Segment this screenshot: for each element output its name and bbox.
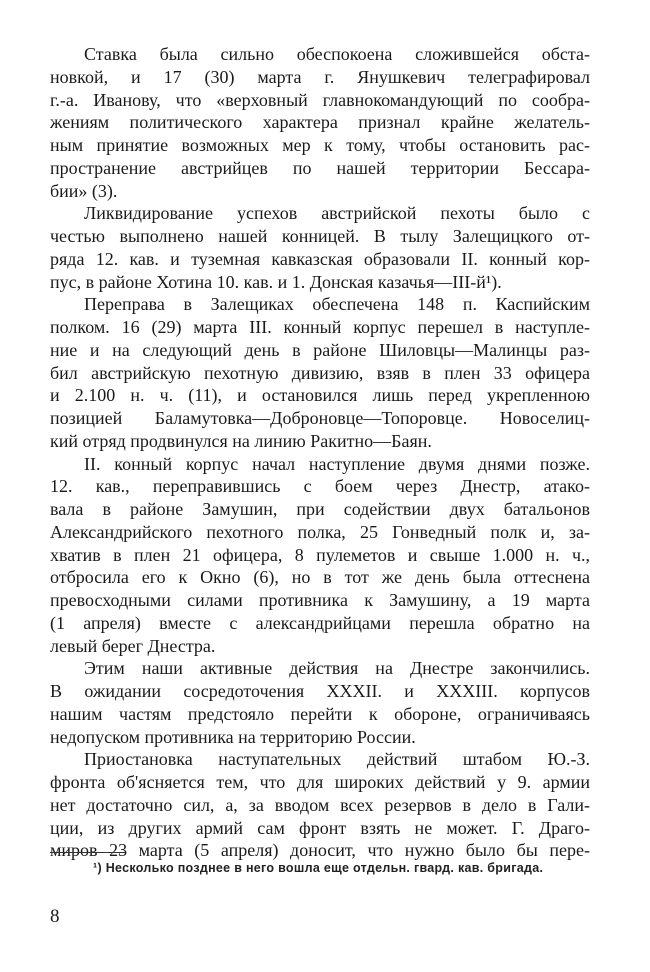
footnote-divider: [50, 852, 126, 853]
paragraph: [50, 202, 590, 293]
text-line: Этим наши активные действия на Днестре закончились.: [84, 658, 590, 679]
text-line: кий отряд продвинулся на линию Ракитно—Баян.: [50, 430, 432, 451]
text-line: вала в районе Замушин, при содействии двух батальонов: [50, 499, 590, 519]
text-line: недопуском противника на территорию России.: [50, 726, 416, 747]
paragraph: [50, 657, 590, 748]
paragraph: [50, 43, 590, 202]
text-line: хватив в плен 21 офицера, 8 пулеметов и свыше 1.000 н. ч.,: [50, 544, 590, 565]
text-line: фронта об'ясняется тем, что для широких действий у 9. армии: [50, 772, 590, 792]
text-line: полком. 16 (29) марта III. конный корпус перешел в наступле-: [50, 317, 590, 337]
text-line: ции, из других армий сам фронт взять не может. Г. Драго-: [50, 817, 590, 838]
body-text: [50, 43, 590, 862]
text-line: ряда 12. кав. и туземная кавказская образовали II. конный кор-: [50, 248, 590, 269]
footnote: ¹) Несколько позднее в него вошла еще отдельн. гвард. кав. бригада.: [93, 861, 544, 875]
text-line: Переправа в Залещиках обеспечена 148 п. Каспийским: [84, 294, 590, 315]
paragraph: [50, 748, 590, 862]
text-line: Александрийского пехотного полка, 25 Гонведный полк и, за-: [50, 521, 590, 542]
text-line: новкой, и 17 (30) марта г. Янушкевич телеграфировал: [50, 66, 590, 87]
text-line: нет достаточно сил, а, за вводом всех резервов в дело в Гали-: [50, 794, 590, 815]
paragraph: [50, 453, 590, 658]
paragraph: [50, 293, 590, 452]
text-line: пространение австрийцев по нашей территории Бессара-: [50, 157, 590, 178]
text-line: Ликвидирование успехов австрийской пехоты было с: [84, 203, 590, 224]
text-line: г.-а. Иванову, что «верховный главнокомандующий по сообра-: [50, 89, 590, 110]
text-line: отбросила его к Окно (6), но в тот же день была оттеснена: [50, 567, 590, 588]
text-line: позицией Баламутовка—Доброновце—Топоровце. Новоселиц-: [50, 408, 590, 428]
text-line: (1 апреля) вместе с александрийцами перешла обратно на: [50, 612, 590, 633]
text-line: левый берег Днестра.: [50, 635, 216, 656]
text-line: нашим частям предстояло перейти к обороне, ограничиваясь: [50, 703, 590, 724]
text-line: Приостановка наступательных действий штабом Ю.-З.: [84, 749, 590, 770]
text-line: пус, в районе Хотина 10. кав. и 1. Донская казачья—III-й¹).: [50, 271, 502, 292]
text-line: В ожидании сосредоточения XXXII. и XXXIII. корпусов: [50, 681, 590, 701]
text-line: жениям политического характера признал крайне желатель-: [50, 112, 590, 133]
text-line: честью выполнено нашей конницей. В тылу Залещицкого от-: [50, 226, 590, 246]
text-line: и 2.100 н. ч. (11), и остановился лишь перед укрепленною: [50, 385, 590, 406]
text-line: ние и на следующий день в районе Шиловцы—Малинцы раз-: [50, 339, 590, 360]
text-line: II. конный корпус начал наступление двумя днями позже.: [84, 453, 590, 474]
text-line: бил австрийскую пехотную дивизию, взяв в плен 33 офицера: [50, 362, 590, 383]
text-line: миров 23 марта (5 апреля) доносит, что нужно было бы пере-: [50, 840, 590, 861]
page-number: 8: [50, 906, 60, 927]
text-line: Ставка была сильно обеспокоена сложившейся обста-: [84, 44, 590, 64]
text-line: 12. кав., переправившись с боем через Днестр, атако-: [50, 476, 590, 497]
text-line: бии» (3).: [50, 180, 118, 201]
text-line: превосходными силами противника к Замушину, а 19 марта: [50, 590, 590, 610]
text-line: ным принятие возможных мер к тому, чтобы остановить рас-: [50, 135, 590, 155]
